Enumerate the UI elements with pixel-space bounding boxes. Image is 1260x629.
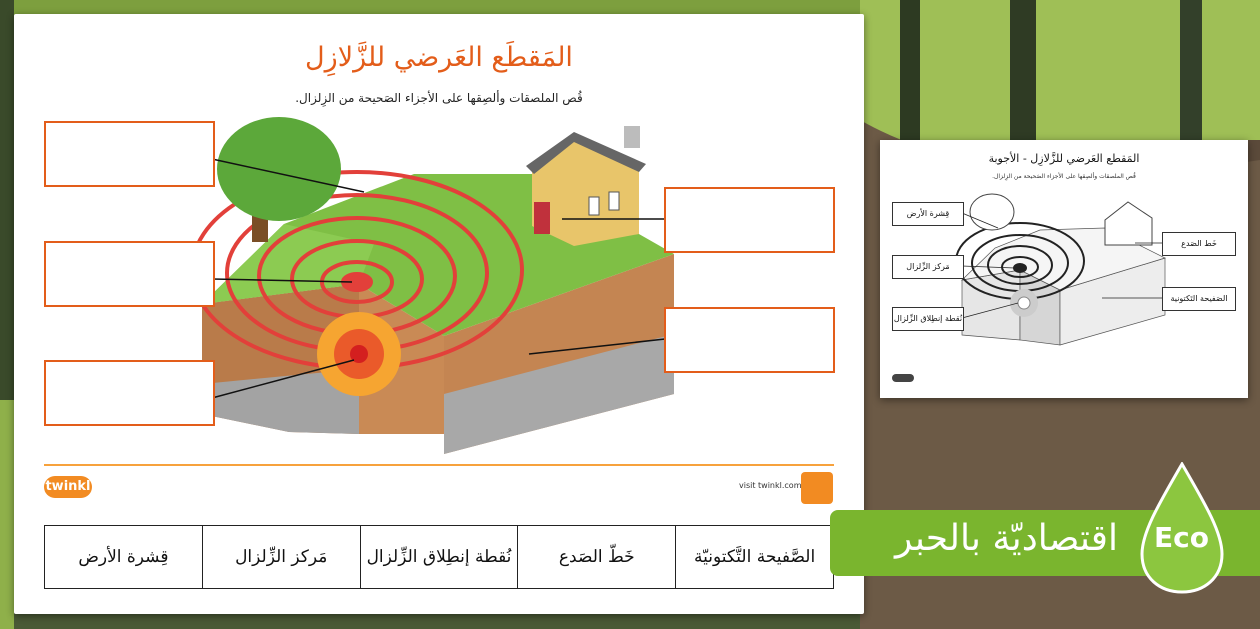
cut-label[interactable]: خَطّ الصَدع bbox=[517, 526, 675, 588]
site-url: visit twinkl.com bbox=[739, 481, 802, 490]
label-box-crust[interactable] bbox=[44, 121, 215, 187]
cut-label[interactable]: الصَّفيحة التَّكتونيّة bbox=[675, 526, 833, 588]
eco-banner-text: اقتصاديّة بالحبر bbox=[895, 518, 1118, 559]
twinkl-logo: twinkl bbox=[44, 476, 92, 498]
worksheet-page bbox=[14, 14, 864, 614]
answer-label-fault: خَط الصَدع bbox=[1162, 232, 1236, 256]
cut-label[interactable]: نُقطة إنطِلاق الزِّلزال bbox=[360, 526, 518, 588]
worksheet-subtitle: قُص الملصقات وألصِقها على الأجزاء الصَحيحة من الزِلزال. bbox=[295, 91, 583, 105]
cut-label[interactable]: مَركز الزِّلزال bbox=[202, 526, 360, 588]
answer-title: المَقطع العَرضي للزَّلازِل - الأجوبة bbox=[988, 152, 1140, 165]
answer-label-focus: نُقطة إنطِلاق الزِّلزال bbox=[892, 307, 964, 331]
label-box-fault[interactable] bbox=[664, 187, 835, 253]
answer-label-crust: قِشرة الأرض bbox=[892, 202, 964, 226]
cut-label[interactable]: قِشرة الأرض bbox=[78, 547, 169, 567]
label-box-epicenter[interactable] bbox=[44, 241, 215, 307]
eco-badge-label: Eco bbox=[1154, 521, 1209, 554]
label-box-focus[interactable] bbox=[44, 360, 215, 426]
tree-canopy bbox=[217, 117, 341, 221]
twinkl-badge-icon bbox=[801, 472, 833, 504]
cut-out-labels-table bbox=[44, 525, 834, 589]
worksheet-title: المَقطَع العَرضي للزَّلازِل bbox=[305, 42, 573, 73]
answer-subtitle: قُص الملصقات وألصِقها على الأجزاء الصَحيحة من الزِلزال. bbox=[992, 173, 1136, 180]
label-box-plate[interactable] bbox=[664, 307, 835, 373]
answer-label-epicenter: مَركز الزِّلزال bbox=[892, 255, 964, 279]
answer-sheet-preview bbox=[880, 140, 1248, 398]
house bbox=[526, 126, 646, 246]
answer-label-plate: الصَفيحة التَكتونية bbox=[1162, 287, 1236, 311]
footer-divider bbox=[44, 464, 834, 466]
